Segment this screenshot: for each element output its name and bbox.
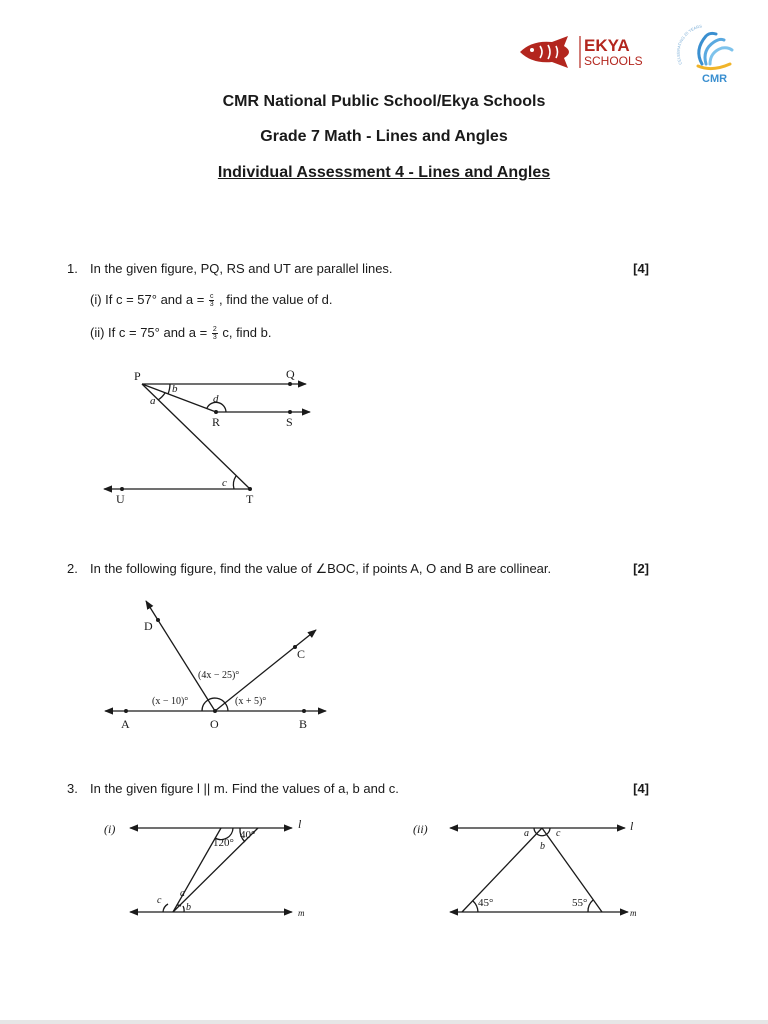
angle-55-arc	[588, 900, 593, 912]
label-angle-a: a	[180, 888, 185, 899]
angle-b-arc	[168, 384, 170, 394]
question-part-ii	[90, 325, 271, 341]
label-a: A	[121, 717, 130, 730]
point-s	[288, 410, 292, 414]
question-marks: [4]	[633, 261, 649, 276]
part-i-prefix: (i) If c = 57° and a =	[90, 292, 208, 307]
cmr-wordmark: CMR	[702, 73, 728, 85]
label-angle-a: a	[524, 828, 529, 839]
label-angle-d: d	[213, 393, 219, 405]
label-angle-120: 120°	[213, 837, 234, 849]
label-angle-c: c	[556, 828, 561, 839]
label-angle-45: 45°	[478, 897, 494, 909]
fraction-numerator: c	[209, 293, 214, 301]
label-angle-40: 40°	[240, 829, 256, 841]
fraction-numerator: 2	[212, 326, 217, 334]
figure-collinear-aob	[95, 590, 335, 730]
label-t: T	[246, 492, 254, 506]
label-angle-cob: (x + 5)°	[235, 696, 267, 707]
figure-parallel-lines-pq-rs-ut	[90, 360, 330, 510]
label-angle-b: b	[186, 902, 191, 913]
label-b: B	[299, 717, 308, 730]
cmr-logo	[672, 20, 746, 86]
label-c: C	[297, 647, 306, 661]
label-angle-a: a	[150, 395, 156, 407]
angle-c-arc	[233, 476, 236, 489]
question-marks: [4]	[633, 781, 649, 796]
fraction-denominator: 3	[212, 334, 217, 342]
figure-ii-label: (ii)	[413, 822, 428, 836]
swan-icon	[698, 33, 732, 68]
angle-b-arc	[183, 906, 184, 912]
label-angle-b: b	[172, 383, 178, 395]
point-b	[302, 709, 306, 713]
question-number: 3.	[67, 781, 78, 796]
school-title: CMR National Public School/Ekya Schools	[222, 93, 546, 110]
assessment-title: Individual Assessment 4 - Lines and Angles	[217, 164, 551, 181]
ekya-wordmark: EKYA	[584, 36, 630, 55]
angle-a-arc	[158, 393, 165, 400]
part-ii-suffix: c, find b.	[218, 325, 272, 340]
figure-i-label: (i)	[104, 822, 116, 836]
schools-wordmark: SCHOOLS	[584, 54, 643, 68]
angle-cob-arc	[225, 703, 228, 711]
angle-b-arc	[537, 834, 547, 836]
part-ii-prefix: (ii) If c = 75° and a =	[90, 325, 211, 340]
fraction-denominator: 3	[209, 301, 214, 309]
angle-c-arc	[163, 904, 168, 912]
label-l: l	[298, 817, 302, 831]
cmr-arc-text: CELEBRATING 25 YEARS	[675, 23, 703, 66]
label-angle-doc: (4x − 25)°	[198, 670, 240, 681]
label-m: m	[630, 908, 637, 918]
point-a	[124, 709, 128, 713]
question-marks: [2]	[633, 561, 649, 576]
question-part-i	[90, 292, 333, 308]
question-text: In the following figure, find the value of ∠BOC, if points A, O and B are collinear.	[90, 561, 552, 576]
point-u	[120, 487, 124, 491]
label-angle-aod: (x − 10)°	[152, 696, 189, 707]
question-text: In the given figure l || m. Find the values of a, b and c.	[90, 781, 399, 796]
angle-aod-arc	[202, 700, 208, 711]
angle-c-arc	[547, 828, 550, 834]
label-angle-c: c	[222, 477, 227, 489]
side-left	[462, 828, 542, 912]
label-l: l	[630, 819, 634, 833]
page-bottom-edge	[0, 1020, 768, 1024]
label-angle-b: b	[540, 841, 545, 852]
question-text: In the given figure, PQ, RS and UT are parallel lines.	[90, 261, 393, 276]
question-number: 1.	[67, 261, 78, 276]
fraction	[209, 293, 215, 308]
label-m: m	[298, 908, 305, 918]
figure-3-ii	[405, 810, 650, 930]
label-p: P	[134, 369, 141, 383]
figure-3-i	[95, 810, 320, 930]
point-r	[214, 410, 218, 414]
point-q	[288, 382, 292, 386]
fraction	[212, 326, 218, 341]
fish-icon	[520, 36, 569, 68]
label-o: O	[210, 717, 219, 730]
angle-doc-arc	[208, 698, 225, 703]
label-d: D	[144, 619, 153, 633]
question-number: 2.	[67, 561, 78, 576]
part-i-suffix: , find the value of d.	[215, 292, 333, 307]
label-r: R	[212, 415, 221, 429]
point-d	[156, 618, 160, 622]
angle-a-arc	[534, 828, 537, 834]
label-angle-55: 55°	[572, 897, 588, 909]
label-q: Q	[286, 367, 295, 381]
point-t	[248, 487, 252, 491]
ekya-schools-logo	[518, 32, 658, 72]
ray-od	[146, 601, 215, 711]
label-s: S	[286, 415, 293, 429]
subject-title: Grade 7 Math - Lines and Angles	[260, 128, 508, 145]
angle-a-arc	[177, 905, 181, 906]
label-angle-c: c	[157, 895, 162, 906]
point-o	[213, 709, 217, 713]
label-u: U	[116, 492, 125, 506]
